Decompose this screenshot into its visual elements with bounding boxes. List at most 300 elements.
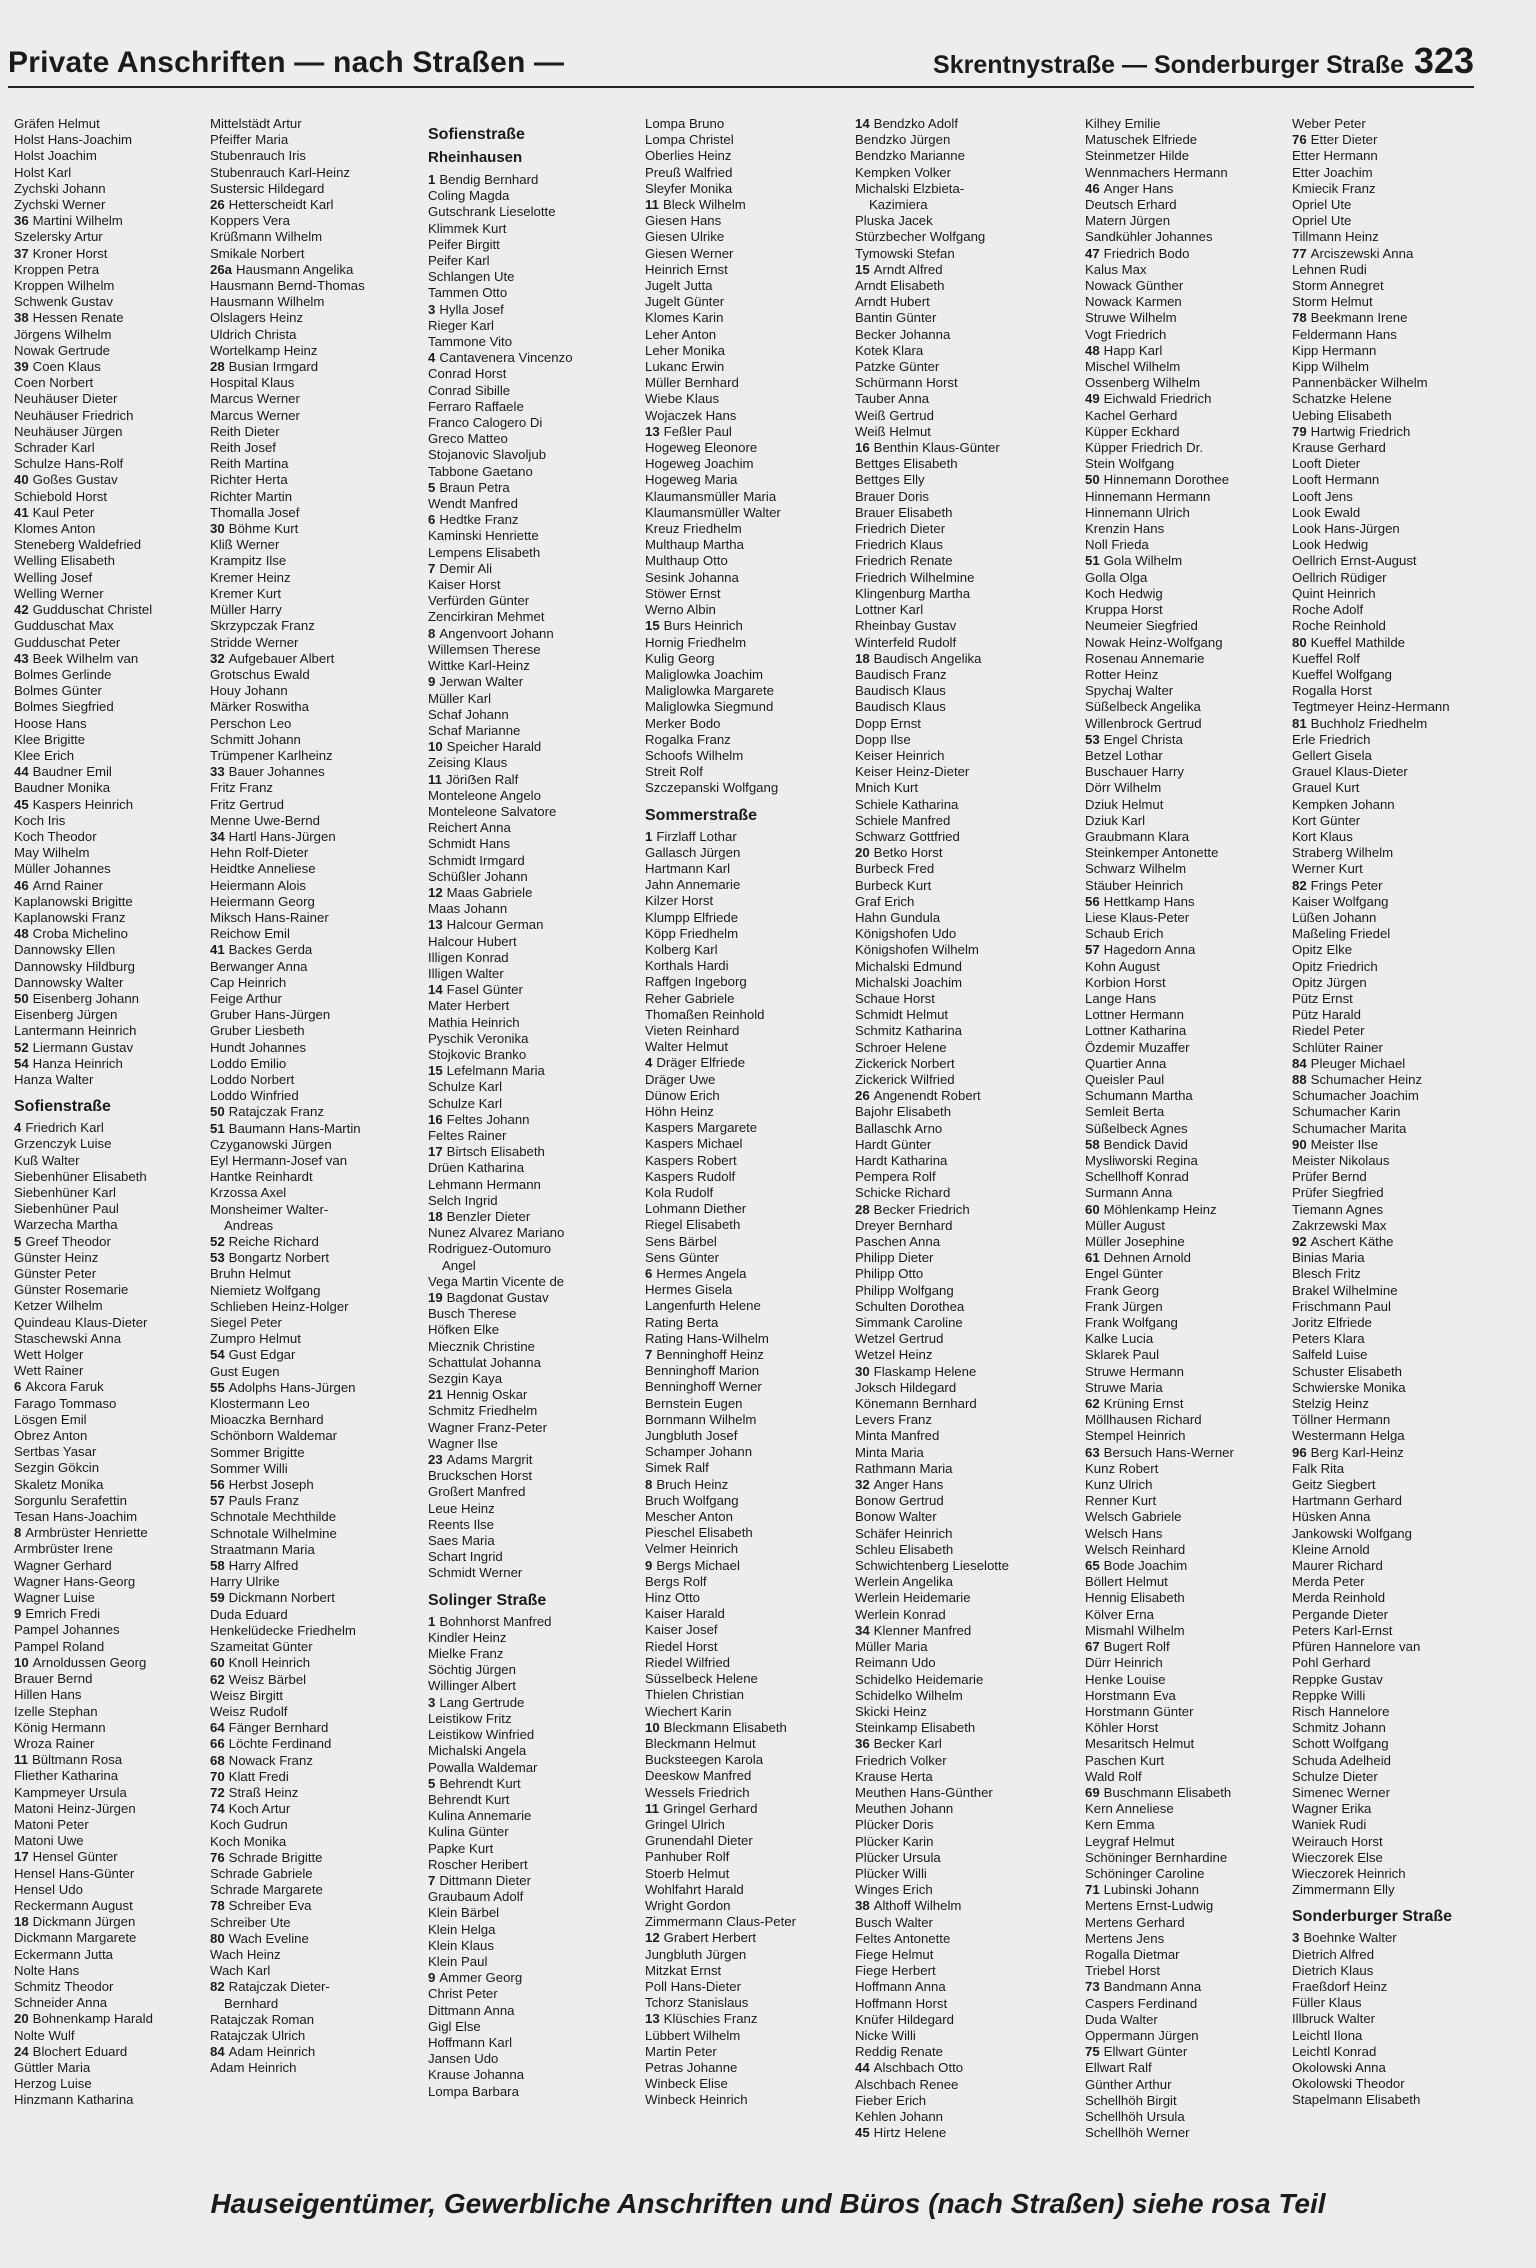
resident-name: Könemann Bernhard [855,1396,977,1412]
resident-name: Sesink Johanna [645,569,739,585]
resident-entry [428,1646,638,1662]
house-number: 72 [210,1784,225,1800]
resident-name: Nunez Alvarez Mariano [428,1225,565,1241]
resident-name: Dietrich Klaus [1292,1962,1374,1978]
resident-entry [1292,1995,1517,2011]
page-number: 323 [1413,40,1474,81]
resident-name: Skicki Heinz [855,1703,927,1719]
entry-continuation [210,1218,420,1234]
resident-name: Süsselbeck Helene [645,1671,758,1687]
resident-entry [210,440,420,456]
resident-entry [428,820,638,836]
resident-name: Pleuger Michael [1310,1055,1406,1071]
resident-entry [14,1704,214,1720]
resident-entry [428,2084,638,2100]
resident-entry [645,845,855,861]
resident-entry [1085,2012,1305,2028]
resident-name: Czyganowski Jürgen [210,1136,332,1152]
resident-entry [1292,440,1517,456]
resident-name: Kaspers Margarete [645,1120,758,1136]
resident-name: Etter Hermann [1292,148,1378,164]
resident-name: Gringel Gerhard [662,1800,758,1816]
resident-entry [1292,246,1517,262]
resident-name: Paschen Kurt [1085,1752,1165,1768]
resident-entry [855,1315,1075,1331]
resident-entry [645,618,855,634]
resident-name: Sandkühler Johannes [1085,229,1213,245]
house-number: 79 [1292,423,1307,439]
resident-entry [14,894,214,910]
house-number: 8 [645,1476,653,1492]
resident-entry [210,1169,420,1185]
resident-entry [1292,894,1517,910]
resident-name: Ratajczak Roman [210,2011,315,2027]
resident-entry [210,278,420,294]
resident-name: Klimmek Kurt [428,220,507,236]
resident-name: Zeising Klaus [428,755,508,771]
resident-name: Riedel Wilfried [645,1654,731,1670]
house-number: 61 [1085,1250,1100,1266]
resident-entry [14,635,214,651]
resident-entry [14,991,214,1007]
house-number: 56 [1085,893,1100,909]
resident-name: Gräfen Helmut [14,116,100,131]
resident-name: Philipp Otto [855,1266,924,1282]
resident-entry [210,926,420,942]
resident-entry [645,1558,855,1574]
resident-entry [428,431,638,447]
resident-entry [428,1177,638,1193]
resident-name: Preuß Walfried [645,164,733,180]
resident-name: Gutschrank Lieselotte [428,204,556,220]
resident-name: Pampel Roland [14,1638,105,1654]
resident-name: Streit Rolf [645,764,703,780]
resident-entry [14,1849,214,1865]
resident-entry [1085,748,1305,764]
resident-name: Lompa Bruno [645,116,725,131]
resident-name: Kipp Hermann [1292,342,1377,358]
house-number: 48 [1085,342,1100,358]
resident-entry [1085,1509,1305,1525]
resident-entry [428,480,638,496]
resident-name: Schönborn Waldemar [210,1428,338,1444]
resident-name: Bugert Rolf [1103,1639,1170,1655]
resident-name: Stelzig Heinz [1292,1396,1369,1412]
resident-name: Böhme Kurt [228,521,299,537]
resident-name: Hedtke Franz [439,512,519,528]
resident-name: Möllhausen Richard [1085,1412,1202,1428]
resident-name: Schöninger Caroline [1085,1865,1205,1881]
resident-entry [1085,1023,1305,1039]
resident-name: Zychski Johann [14,180,106,196]
resident-name: Baudisch Franz [855,666,947,682]
house-number: 28 [855,1201,870,1217]
house-number: 4 [428,350,436,366]
resident-entry [14,651,214,667]
resident-entry [645,1331,855,1347]
resident-entry [1085,635,1305,651]
resident-entry [14,878,214,894]
resident-name: Conrad Horst [428,366,507,382]
resident-entry [855,1266,1075,1282]
resident-entry [645,262,855,278]
resident-entry [14,1023,214,1039]
resident-entry [1292,1769,1517,1785]
resident-entry [645,1590,855,1606]
resident-entry [645,1201,855,1217]
resident-entry [645,1104,855,1120]
resident-name: Schrade Gabriele [210,1865,313,1881]
resident-entry [210,1769,420,1785]
resident-entry [428,1468,638,1484]
resident-name: Wach Karl [210,1963,271,1979]
resident-name: Opitz Elke [1292,942,1353,958]
resident-entry [1085,1056,1305,1072]
resident-name: Weisz Birgitt [210,1687,284,1703]
resident-name: Nowack Karmen [1085,294,1182,310]
resident-name: Stoerb Helmut [645,1865,730,1881]
resident-name: Schwarz Wilhelm [1085,861,1187,877]
resident-name: Neuhäuser Jürgen [14,423,123,439]
resident-name: Schmidt Werner [428,1565,523,1581]
resident-entry [645,1444,855,1460]
resident-name: Dannowsky Hildburg [14,958,135,974]
resident-entry [1292,926,1517,942]
resident-name: Wagner Hans-Georg [14,1573,136,1589]
resident-entry [1085,1963,1305,1979]
resident-entry [14,764,214,780]
resident-name: Friedrich Klaus [855,537,943,553]
resident-name: Steinkemper Antonette [1085,845,1219,861]
resident-name: Berwanger Anna [210,958,308,974]
resident-name: Buschauer Harry [1085,764,1184,780]
resident-entry [428,1792,638,1808]
resident-entry [428,1225,638,1241]
resident-name: Gola Wilhelm [1103,553,1183,569]
resident-name: Hospital Klaus [210,375,295,391]
house-number: 12 [428,884,443,900]
resident-name: Hillen Hans [14,1687,82,1703]
resident-name: Schmidt Helmut [855,1007,949,1023]
resident-name: Schellhöh Werner [1085,2125,1190,2141]
resident-name: Fänger Bernhard [228,1720,329,1736]
resident-entry [1292,456,1517,472]
resident-entry [428,188,638,204]
resident-entry [1292,1882,1517,1898]
resident-name: Anger Hans [1103,180,1174,196]
resident-entry [210,1753,420,1769]
resident-name: Wendt Manfred [428,496,518,512]
resident-name: Willinger Albert [428,1678,516,1694]
resident-entry [855,375,1075,391]
resident-entry [210,1283,420,1299]
resident-entry [14,1622,214,1638]
resident-name: Krenzin Hans [1085,521,1165,537]
resident-name: Kaminski Henriette [428,528,539,544]
resident-entry [428,788,638,804]
resident-name: Michalski Angela [428,1743,527,1759]
resident-name: Wortelkamp Heinz [210,342,318,358]
resident-name: Salfeld Luise [1292,1347,1368,1363]
resident-name: Armbrüster Henriette [25,1525,148,1541]
resident-entry [855,975,1075,991]
resident-name: Geitz Siegbert [1292,1477,1376,1493]
resident-name: Matern Jürgen [1085,213,1171,229]
resident-entry [855,894,1075,910]
resident-entry [855,1526,1075,1542]
resident-entry [14,505,214,521]
resident-entry [645,1541,855,1557]
resident-entry [1085,1607,1305,1623]
resident-name: Reiche Richard [228,1234,319,1250]
resident-entry [645,1785,855,1801]
resident-name: Kern Anneliese [1085,1801,1174,1817]
resident-name: Möhlenkamp Heinz [1103,1201,1217,1217]
house-number: 12 [645,1930,660,1946]
resident-name: Greef Theodor [25,1233,111,1249]
resident-name: Schürmann Horst [855,375,958,391]
resident-entry [855,813,1075,829]
house-number: 7 [428,560,436,576]
resident-entry [855,910,1075,926]
resident-entry [645,359,855,375]
resident-entry [1292,667,1517,683]
house-number: 17 [14,1849,29,1865]
resident-name: Kempken Johann [1292,796,1395,812]
resident-name: Reher Gabriele [645,990,735,1006]
resident-entry [1292,1445,1517,1461]
house-number: 82 [1292,877,1307,893]
resident-entry [210,1931,420,1947]
resident-name: Baudisch Klaus [855,683,946,699]
resident-name: Schmidt Irmgard [428,852,525,868]
resident-name: Multhaup Martha [645,537,744,553]
resident-name: Warzecha Martha [14,1217,118,1233]
resident-entry [855,1542,1075,1558]
resident-name: Weisz Bärbel [228,1671,307,1687]
resident-entry [645,732,855,748]
resident-entry [210,132,420,148]
resident-entry [1085,764,1305,780]
resident-entry [1085,1493,1305,1509]
resident-entry [14,1120,214,1136]
resident-name: Pfeiffer Maria [210,132,289,148]
resident-name: Leue Heinz [428,1500,495,1516]
resident-entry [1292,1104,1517,1120]
resident-entry [14,1428,214,1444]
resident-name: Welsch Reinhard [1085,1541,1186,1557]
resident-entry [1085,505,1305,521]
resident-entry [855,1104,1075,1120]
house-number: 10 [428,739,443,755]
house-number: 9 [14,1606,22,1622]
resident-entry [645,1347,855,1363]
resident-name: Greco Matteo [428,431,508,447]
resident-entry [645,1979,855,1995]
resident-entry [1292,1428,1517,1444]
resident-entry [1085,1526,1305,1542]
resident-name: Franco Calogero Di [428,415,543,431]
resident-entry [1085,359,1305,375]
resident-name: Heiermann Alois [210,877,307,893]
resident-name: Goßes Gustav [32,472,118,488]
resident-name: Adam Heinrich [210,2060,297,2076]
resident-entry [1085,1542,1305,1558]
resident-name: Schidelko Wilhelm [855,1687,963,1703]
resident-name: Kreuz Friedhelm [645,521,742,537]
resident-entry [1085,1688,1305,1704]
resident-entry [14,1639,214,1655]
resident-name: Feldermann Hans [1292,326,1397,342]
resident-name: Burbeck Fred [855,861,935,877]
resident-name: Noll Frieda [1085,537,1149,553]
resident-entry [1292,975,1517,991]
resident-entry [14,116,214,132]
resident-name: Dürr Heinrich [1085,1655,1163,1671]
resident-name: Merda Peter [1292,1574,1365,1590]
resident-entry [1085,1834,1305,1850]
resident-entry [1085,456,1305,472]
resident-name: Plücker Willi [855,1865,927,1881]
resident-entry [1292,845,1517,861]
resident-name: Tillmann Heinz [1292,229,1379,245]
resident-name: Reith Martina [210,456,289,472]
resident-name: Szameitat Günter [210,1639,313,1655]
resident-name: Bendzko Jürgen [855,132,951,148]
resident-name: Rating Berta [645,1314,719,1330]
house-number: 6 [428,512,436,528]
resident-entry [1292,472,1517,488]
resident-name: Krause Gerhard [1292,440,1386,456]
resident-name: Kueffel Wolfgang [1292,666,1392,682]
resident-entry [1085,1996,1305,2012]
resident-entry [855,2109,1075,2125]
resident-entry [428,691,638,707]
resident-name: Burs Heinrich [663,618,743,634]
resident-name: May Wilhelm [14,845,90,861]
resident-name: Reddig Renate [855,2044,943,2060]
resident-entry [855,391,1075,407]
resident-name: Kern Emma [1085,1817,1155,1833]
resident-name: Höhn Heinz [645,1103,714,1119]
resident-name: Frischmann Paul [1292,1298,1391,1314]
resident-entry [1085,1218,1305,1234]
resident-name: Pyschik Veronika [428,1030,529,1046]
resident-name: Ellwart Ralf [1085,2060,1152,2076]
resident-entry [1292,1266,1517,1282]
resident-entry [210,602,420,618]
resident-name: Wagner Franz-Peter [428,1419,547,1435]
resident-entry [645,1315,855,1331]
directory-column-1 [14,116,214,2109]
resident-name: Bornmann Wilhelm [645,1411,757,1427]
resident-entry [428,464,638,480]
resident-name: Winbeck Heinrich [645,2092,748,2108]
resident-entry [855,1493,1075,1509]
resident-entry [210,246,420,262]
resident-name: Lempens Elisabeth [428,544,541,560]
resident-entry [855,618,1075,634]
resident-name: Waniek Rudi [1292,1817,1367,1833]
resident-entry [645,1606,855,1622]
resident-entry [855,2077,1075,2093]
resident-name: Akcora Faruk [25,1379,104,1395]
resident-entry [14,1882,214,1898]
resident-name: Schwarz Gottfried [855,828,960,844]
resident-name: Kazimiera [869,197,928,213]
resident-entry [1085,602,1305,618]
resident-entry [210,197,420,213]
resident-name: Wett Holger [14,1347,84,1363]
resident-entry [1292,1121,1517,1137]
resident-name: Hinnemann Dorothee [1103,472,1230,488]
resident-name: Quint Heinrich [1292,585,1376,601]
resident-entry [1292,1461,1517,1477]
resident-name: Knüfer Hildegard [855,2011,954,2027]
resident-entry [428,1922,638,1938]
resident-name: Willenbrock Gertrud [1085,715,1202,731]
resident-entry [210,570,420,586]
resident-name: Mertens Jens [1085,1930,1165,1946]
resident-name: Gudduschat Christel [32,602,153,618]
house-number: 5 [14,1233,22,1249]
resident-entry [210,116,420,132]
resident-entry [210,262,420,278]
resident-entry [855,1688,1075,1704]
resident-name: Wohlfahrt Harald [645,1881,744,1897]
resident-name: Schäfer Heinrich [855,1525,953,1541]
resident-name: Hartwig Friedrich [1310,423,1411,439]
resident-name: Lehmann Hermann [428,1176,541,1192]
resident-name: Eisenberg Johann [32,990,139,1006]
resident-name: Dannowsky Ellen [14,942,116,958]
resident-name: Plücker Doris [855,1817,934,1833]
resident-name: Schmitz Johann [1292,1720,1386,1736]
resident-entry [855,2060,1075,2076]
house-number: 58 [1085,1136,1100,1152]
house-number: 3 [1292,1930,1300,1946]
resident-entry [14,1963,214,1979]
resident-name: Dickmann Norbert [228,1590,335,1606]
resident-entry [1292,1930,1517,1946]
resident-name: Bolmes Gerlinde [14,666,112,682]
resident-entry [428,2067,638,2083]
resident-entry [14,1040,214,1056]
resident-name: Blesch Fritz [1292,1266,1361,1282]
resident-name: Zickerick Norbert [855,1055,955,1071]
resident-name: Petras Johanne [645,2059,738,2075]
resident-entry [1085,1380,1305,1396]
resident-name: Müller Josephine [1085,1234,1185,1250]
resident-entry [855,716,1075,732]
resident-name: Bergs Michael [656,1557,740,1573]
resident-name: Wessels Friedrich [645,1784,750,1800]
resident-entry [1085,959,1305,975]
resident-name: Friedrich Bodo [1103,245,1190,261]
resident-name: Binias Maria [1292,1250,1365,1266]
house-number: 62 [210,1671,225,1687]
resident-entry [645,1752,855,1768]
resident-name: Oberlies Heinz [645,148,732,164]
resident-entry [1292,1558,1517,1574]
resident-entry [645,278,855,294]
resident-entry [210,1850,420,1866]
district-heading: Rheinhausen [428,149,523,166]
resident-entry [428,528,638,544]
resident-name: Bagdonat Gustav [446,1290,549,1306]
resident-entry [1292,213,1517,229]
resident-name: Winterfeld Rudolf [855,634,957,650]
